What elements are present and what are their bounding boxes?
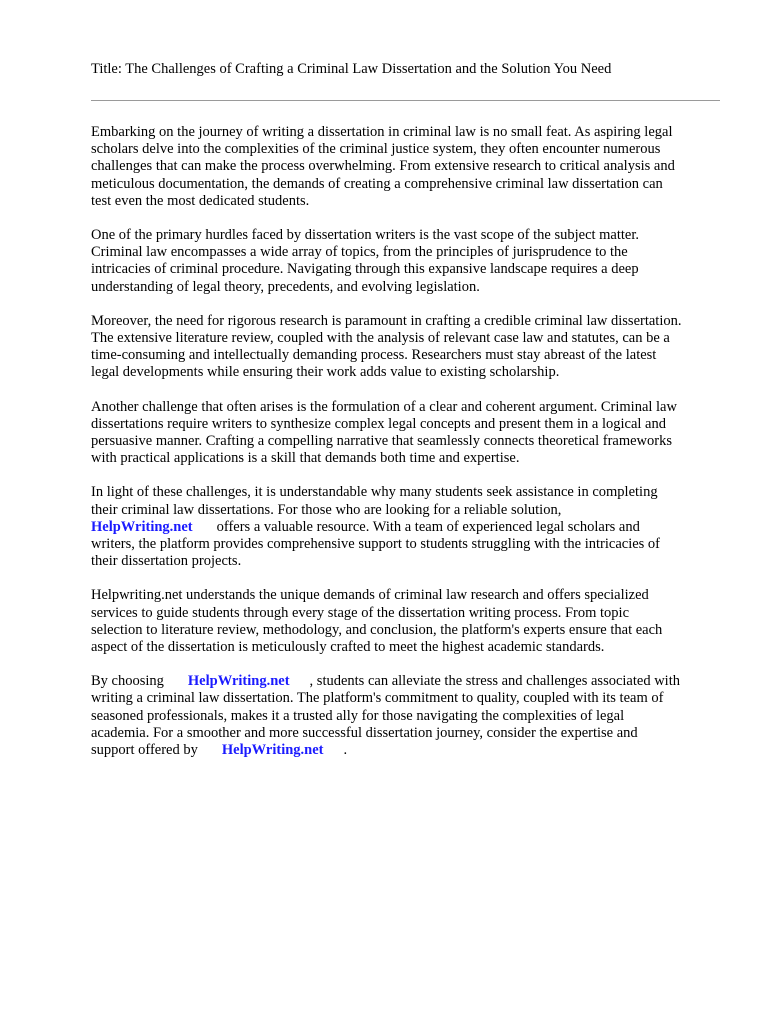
- text-line: academia. For a smoother and more successful dissertation journey, consider the expertise and: [91, 724, 638, 741]
- text-line: meticulous documentation, the demands of creating a comprehensive criminal law dissertation can: [91, 175, 663, 192]
- paragraph-intro: [91, 124, 731, 210]
- text-line: time-consuming and intellectually demanding process. Researchers must stay abreast of the latest: [91, 347, 657, 364]
- helpwriting-link[interactable]: HelpWriting.net: [221, 742, 324, 759]
- helpwriting-link[interactable]: HelpWriting.net: [187, 673, 290, 690]
- document-title: Title: The Challenges of Crafting a Criminal Law Dissertation and the Solution You Need: [91, 61, 612, 77]
- text-line: their dissertation projects.: [91, 553, 242, 570]
- paragraph-services: [91, 587, 731, 656]
- text-line: Embarking on the journey of writing a dissertation in criminal law is no small feat. As aspiring legal: [91, 124, 673, 140]
- text-line-with-link: [91, 673, 731, 690]
- text-fragment: , students can alleviate the stress and challenges associated with: [309, 673, 680, 690]
- text-line: Moreover, the need for rigorous research is paramount in crafting a credible criminal law dissertation.: [91, 312, 682, 329]
- text-line: legal developments while ensuring their work adds value to existing scholarship.: [91, 364, 560, 381]
- text-line-with-link: [91, 519, 731, 536]
- text-line: test even the most dedicated students.: [91, 192, 310, 209]
- document-body: [91, 124, 731, 776]
- text-line: writers, the platform provides comprehensive support to students struggling with the intricacies of: [91, 536, 661, 553]
- text-line: aspect of the dissertation is meticulously crafted to meet the highest academic standards.: [91, 639, 605, 656]
- text-fragment: offers a valuable resource. With a team of experienced legal scholars and: [216, 518, 640, 535]
- paragraph-assistance: [91, 484, 731, 570]
- paragraph-conclusion: [91, 673, 731, 759]
- text-line: writing a criminal law dissertation. The platform's commitment to quality, coupled with its team of: [91, 690, 664, 707]
- text-line: persuasive manner. Crafting a compelling narrative that seamlessly connects theoretical frameworks: [91, 433, 672, 450]
- text-line: In light of these challenges, it is understandable why many students seek assistance in completing: [91, 484, 658, 501]
- text-line: seasoned professionals, makes it a trusted ally for those navigating the complexities of legal: [91, 707, 625, 724]
- text-line: scholars delve into the complexities of the criminal justice system, they often encounter numerous: [91, 141, 661, 158]
- text-line: Helpwriting.net understands the unique demands of criminal law research and offers specialized: [91, 587, 649, 604]
- text-line: Criminal law encompasses a wide array of topics, from the principles of jurisprudence to the: [91, 244, 628, 261]
- text-line: challenges that can make the process overwhelming. From extensive research to critical analysis and: [91, 158, 675, 175]
- paragraph-argument: [91, 399, 731, 468]
- text-line: selection to literature review, methodology, and conclusion, the platform's experts ensure that each: [91, 621, 663, 638]
- text-line: their criminal law dissertations. For those who are looking for a reliable solution,: [91, 501, 562, 518]
- text-fragment: support offered by: [91, 742, 198, 759]
- title-divider: [91, 100, 720, 101]
- text-fragment: By choosing: [91, 673, 164, 690]
- text-line: dissertations require writers to synthesize complex legal concepts and present them in a logical and: [91, 415, 666, 432]
- text-line: services to guide students through every stage of the dissertation writing process. From topic: [91, 604, 630, 621]
- text-line: intricacies of criminal procedure. Navigating through this expansive landscape requires a deep: [91, 261, 639, 278]
- helpwriting-link[interactable]: HelpWriting.net: [91, 518, 193, 535]
- text-line: with practical applications is a skill that demands both time and expertise.: [91, 450, 520, 467]
- paragraph-research: [91, 313, 731, 382]
- text-line: understanding of legal theory, precedents, and evolving legislation.: [91, 278, 480, 295]
- text-fragment: .: [343, 742, 348, 759]
- paragraph-scope: [91, 227, 731, 296]
- text-line: Another challenge that often arises is the formulation of a clear and coherent argument. Criminal law: [91, 398, 677, 415]
- text-line: One of the primary hurdles faced by dissertation writers is the vast scope of the subject matter.: [91, 227, 640, 244]
- text-line: The extensive literature review, coupled with the analysis of relevant case law and statutes, can be a: [91, 330, 670, 347]
- text-line-with-link: [91, 742, 731, 759]
